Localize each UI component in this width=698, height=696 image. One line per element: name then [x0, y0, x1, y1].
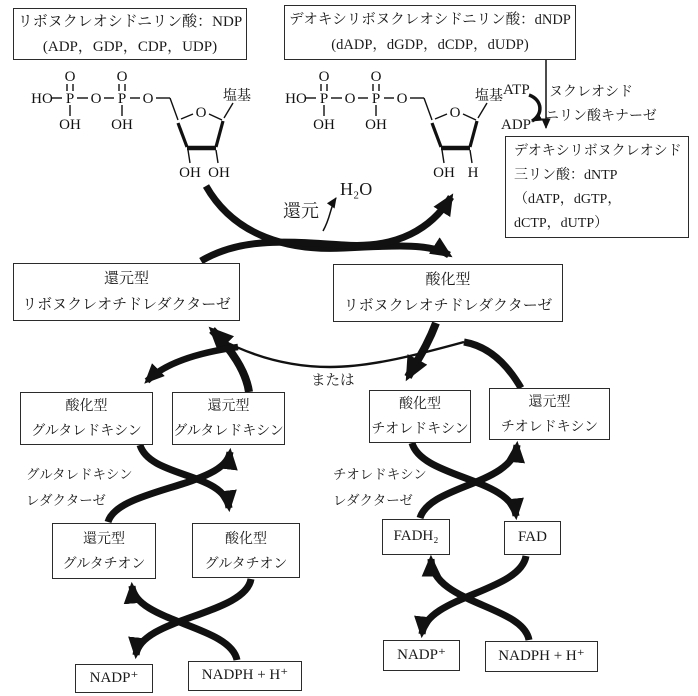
box-dntp-line2: 三リン酸：dNTP: [514, 168, 618, 183]
box-nadp-left: [75, 664, 153, 693]
box-nadph-right-label: NADPH + H⁺: [498, 648, 585, 664]
box-dndp-line1: デオキシリボヌクレオシドニリン酸：dNDP: [289, 12, 571, 28]
ndp-structure: [31, 69, 251, 181]
dndp-structure: [285, 69, 503, 181]
atom-label: OH: [179, 165, 201, 181]
atom-label: O: [449, 105, 461, 121]
box-nadp-right-label: NADP⁺: [397, 647, 446, 663]
box-oxidized-grx: [20, 392, 153, 445]
box-oxidized-glutathione-line1: 酸化型: [225, 532, 267, 547]
atom-label: OH: [59, 117, 81, 133]
box-ndp: [13, 8, 247, 60]
atom-label: OH: [433, 165, 455, 181]
reduction-label: 還元: [283, 201, 319, 221]
base-label: 塩基: [475, 89, 503, 104]
box-nadp-right: [383, 640, 460, 671]
or-label: または: [309, 369, 357, 390]
atp-label: ATP: [503, 82, 530, 98]
grx-reductase-label-line1: グルタレドキシン: [26, 467, 133, 482]
box-oxidized-glutathione: [192, 523, 300, 578]
box-ndp-line2: (ADP，GDP，CDP，UDP): [42, 39, 218, 55]
atom-label: O: [64, 69, 76, 85]
adp-label: ADP: [501, 117, 532, 133]
atom-label: O: [344, 91, 356, 107]
box-oxidized-rnr: [333, 264, 563, 322]
box-dntp-line3: （dATP，dGTP，: [514, 192, 622, 207]
box-reduced-glutathione: [52, 523, 156, 579]
atom-label: O: [90, 91, 102, 107]
grx-reductase-label-line2: レダクターゼ: [26, 493, 106, 508]
arrow-reduced-grx-to-reduced-rnr: [212, 330, 249, 392]
atom-label: HO: [285, 91, 307, 107]
box-reduced-trx: [489, 388, 610, 440]
box-reduced-trx-line1: 還元型: [528, 395, 571, 410]
arrow-fadh2-to-reduced-trx: [420, 445, 517, 518]
box-fad: [504, 521, 561, 555]
atom-label: OH: [208, 165, 230, 181]
box-oxidized-rnr-line2: リボヌクレオチドレダクターゼ: [343, 298, 553, 314]
box-dndp: [284, 5, 576, 60]
box-reduced-grx-line1: 還元型: [207, 399, 250, 414]
box-dndp-line2: (dADP，dGDP，dCDP，dUDP): [331, 37, 529, 53]
box-reduced-grx-line2: グルタレドキシン: [173, 424, 284, 439]
base-label: 塩基: [223, 89, 251, 104]
kinase-label-line1: ヌクレオシド: [549, 85, 633, 100]
atom-label: P: [319, 91, 329, 107]
atom-label: O: [318, 69, 330, 85]
atom-label: HO: [31, 91, 53, 107]
box-nadph-left: [188, 661, 302, 691]
box-reduced-glutathione-line1: 還元型: [83, 532, 125, 547]
arrow-oxidized-grx-to-oxidized-glutathione: [140, 445, 229, 508]
box-dntp: [505, 136, 689, 238]
box-nadph-left-label: NADPH + H⁺: [201, 667, 289, 683]
atom-label: OH: [313, 117, 335, 133]
box-reduced-rnr-line2: リボヌクレオチドレダクターゼ: [22, 297, 231, 313]
box-nadp-left-label: NADP⁺: [89, 670, 139, 686]
box-fad-label: FAD: [518, 529, 547, 545]
arrow-branch-to-oxidized-grx: [147, 347, 238, 381]
kinase-label-line2: ニリン酸キナーゼ: [545, 109, 657, 124]
atom-label: OH: [365, 117, 387, 133]
atom-label: OH: [111, 117, 133, 133]
atom-label: H: [467, 165, 479, 181]
atom-label: P: [65, 91, 75, 107]
box-oxidized-grx-line2: グルタレドキシン: [31, 424, 142, 439]
trx-reductase-label-line1: チオレドキシン: [333, 467, 427, 482]
box-fadh2: [382, 519, 450, 555]
box-oxidized-trx-line1: 酸化型: [399, 397, 441, 412]
box-reduced-glutathione-line2: グルタチオン: [62, 557, 146, 572]
arrow-reduced-trx-branch: [464, 342, 521, 388]
atom-label: P: [371, 91, 381, 107]
box-oxidized-trx-line2: チオレドキシン: [371, 422, 469, 437]
box-nadph-right: [485, 641, 598, 672]
box-oxidized-rnr-line1: 酸化型: [425, 272, 471, 288]
atom-label: P: [117, 91, 127, 107]
atom-label: O: [116, 69, 128, 85]
box-ndp-line1: リボヌクレオシドニリン酸：NDP: [17, 14, 243, 30]
atom-label: O: [370, 69, 382, 85]
atom-label: O: [142, 91, 154, 107]
box-reduced-trx-line2: チオレドキシン: [500, 420, 599, 435]
box-reduced-rnr: [13, 263, 240, 321]
box-oxidized-trx: [369, 390, 471, 443]
arrow-water-release: [323, 198, 336, 231]
box-oxidized-grx-line1: 酸化型: [65, 399, 108, 414]
box-fadh2-label: FADH₂: [393, 528, 439, 544]
trx-reductase-label-line2: レダクターゼ: [333, 493, 413, 508]
atom-label: O: [195, 105, 207, 121]
box-dntp-line4: dCTP，dUTP）: [514, 216, 609, 231]
atom-label: O: [396, 91, 408, 107]
box-oxidized-glutathione-line2: グルタチオン: [204, 557, 288, 572]
box-reduced-grx: [172, 392, 285, 445]
arrow-oxidized-glutathione-to-nadp: [136, 579, 251, 655]
water-label: H₂O: [340, 179, 373, 199]
arrow-nadph-to-reduced-glutathione: [132, 586, 237, 660]
box-reduced-rnr-line1: 還元型: [103, 271, 149, 287]
box-dntp-line1: デオキシリボヌクレオシド: [514, 144, 682, 159]
